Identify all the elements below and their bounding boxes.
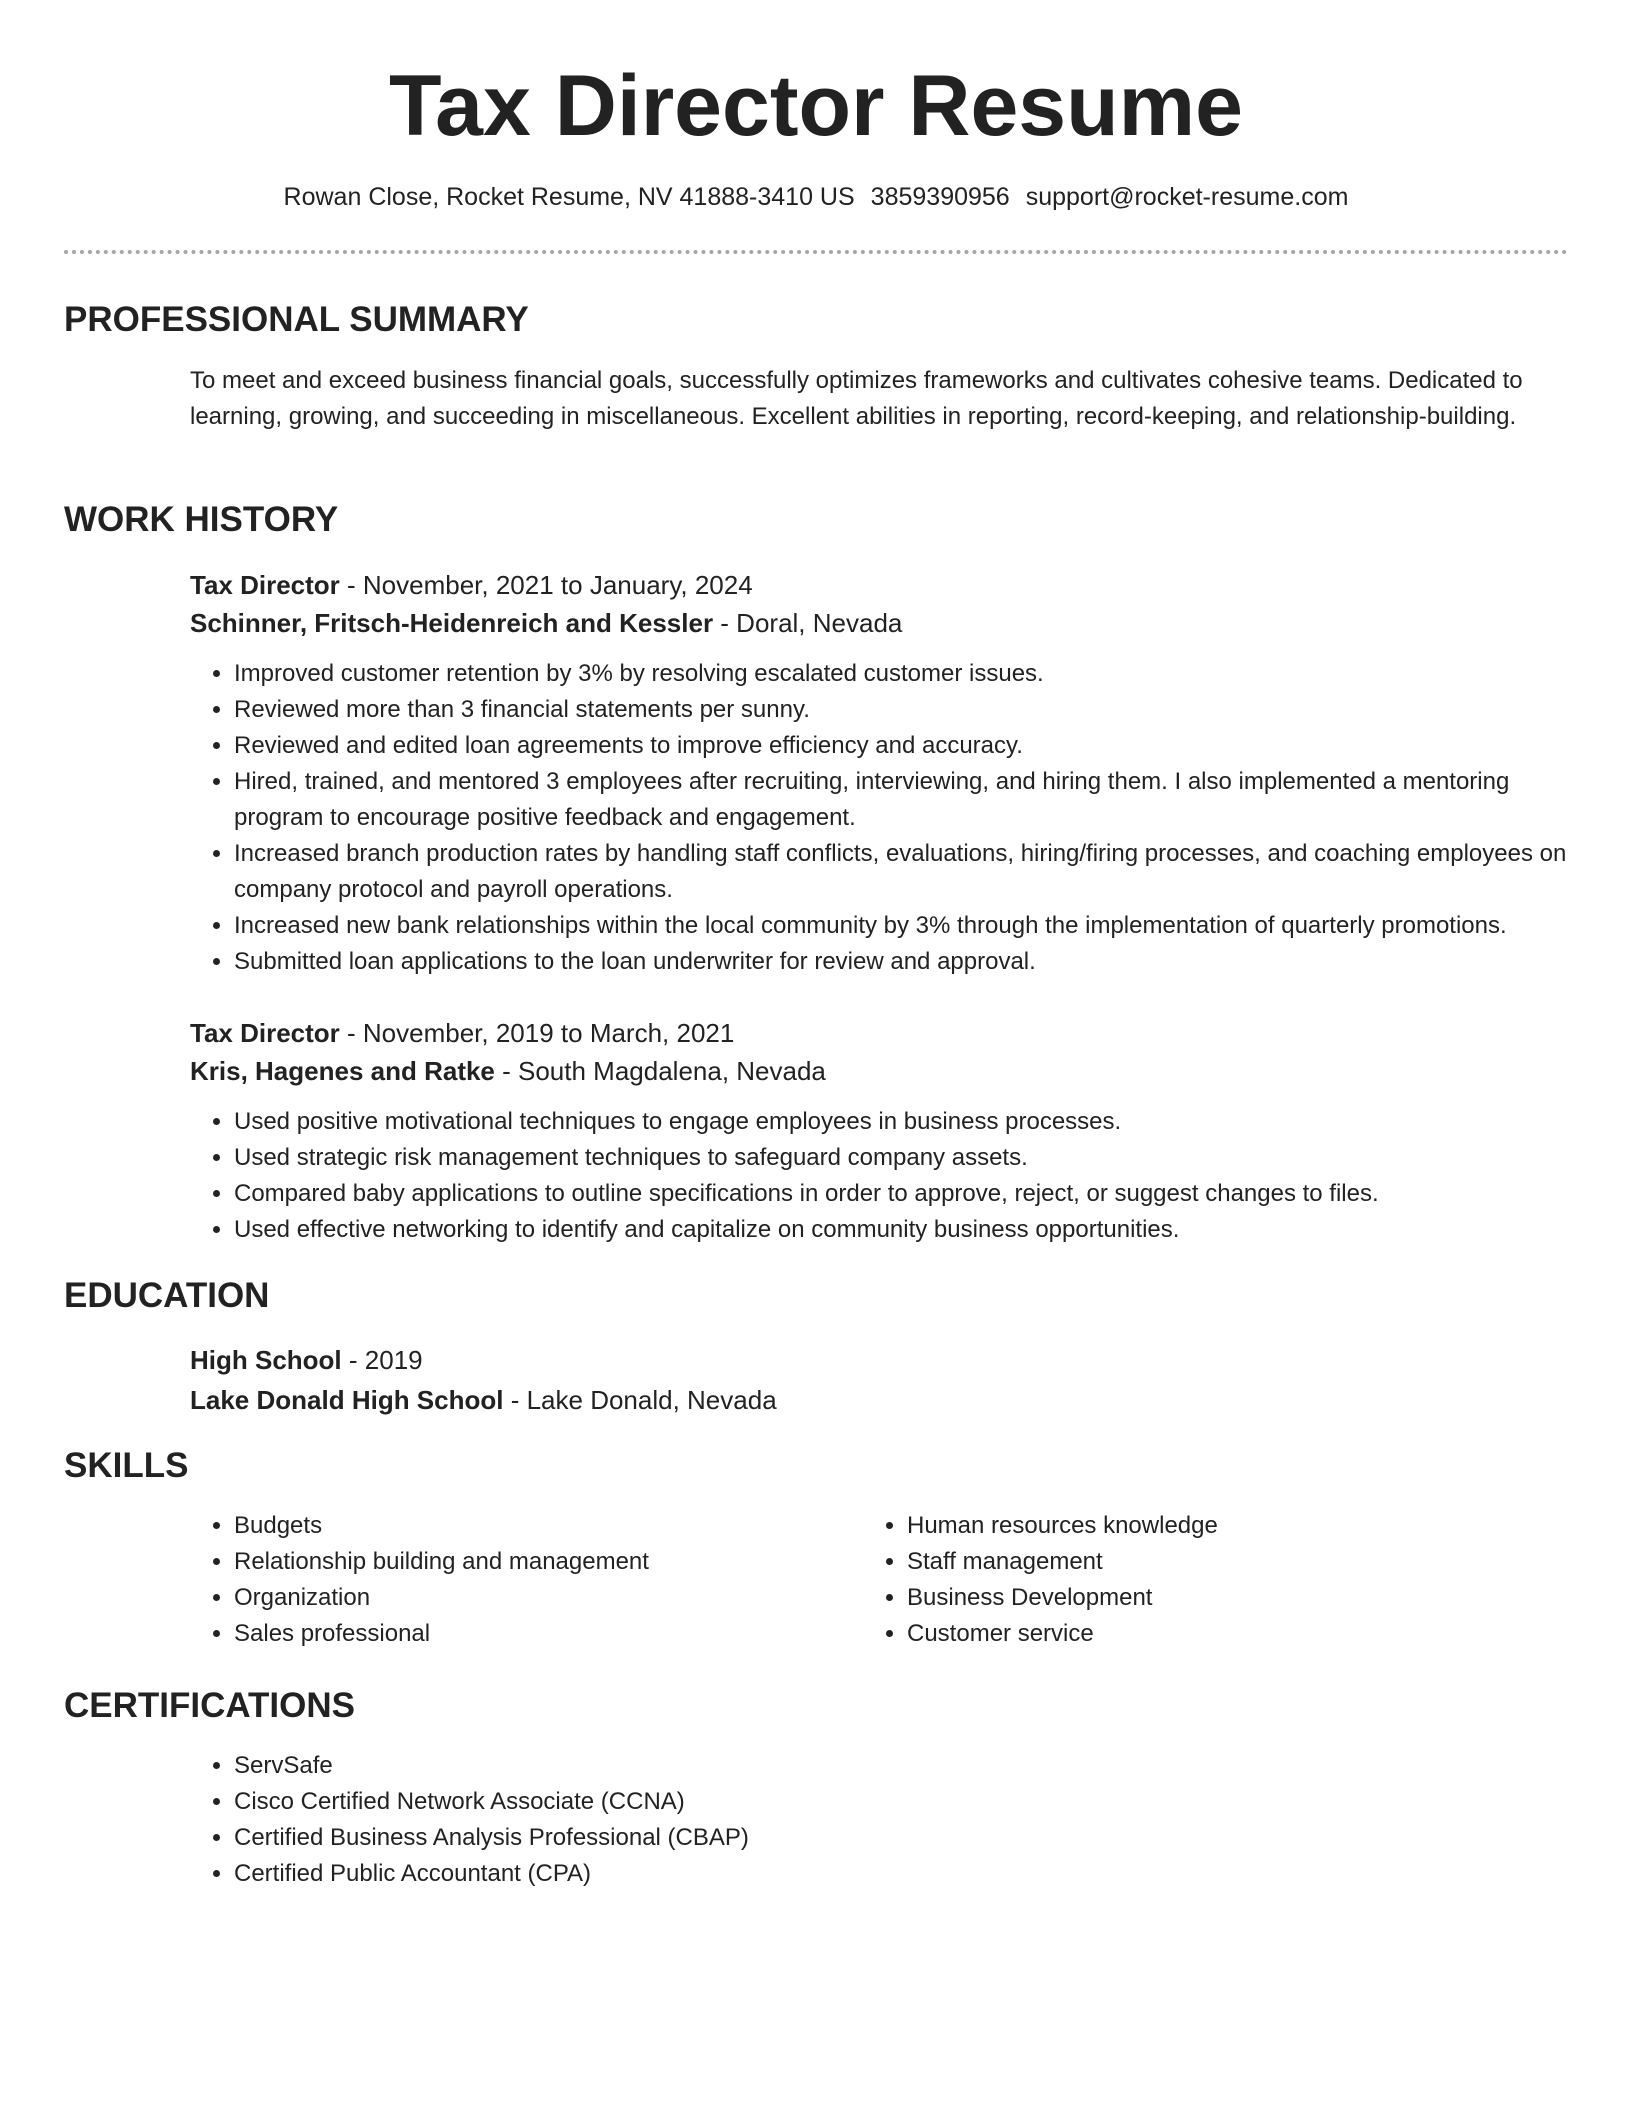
job-entry — [190, 566, 1570, 980]
list-item: • Certified Public Accountant (CPA) — [234, 1856, 1570, 1892]
skills-list — [190, 1508, 790, 1652]
list-item: • Used positive motivational techniques to engage employees in business processes. — [234, 1104, 1570, 1140]
contact-phone: 3859390956 — [870, 183, 1010, 211]
certifications-section — [190, 1748, 1570, 1892]
list-item: • Cisco Certified Network Associate (CCNA) — [234, 1784, 1570, 1820]
list-item: • Business Development — [907, 1580, 1463, 1616]
skills-column-left — [190, 1508, 790, 1652]
job-company: Schinner, Fritsch-Heidenreich and Kessler — [190, 608, 714, 638]
list-item: • Relationship building and management — [234, 1544, 790, 1580]
list-item: • ServSafe — [234, 1748, 1570, 1784]
list-item: • Increased new bank relationships within the local community by 3% through the implementation of quarterly promotions. — [234, 908, 1570, 944]
contact-line — [0, 180, 1632, 214]
education-degree-line — [190, 1340, 1570, 1380]
list-item: • Customer service — [907, 1616, 1463, 1652]
job-entry — [190, 1014, 1570, 1248]
education-location: - Lake Donald, Nevada — [503, 1385, 777, 1415]
work-history-heading: WORK HISTORY — [64, 500, 339, 539]
summary-heading: PROFESSIONAL SUMMARY — [64, 300, 529, 339]
job-dates: - November, 2019 to March, 2021 — [339, 1018, 735, 1048]
list-item: • Human resources knowledge — [907, 1508, 1463, 1544]
list-item: • Improved customer retention by 3% by resolving escalated customer issues. — [234, 656, 1570, 692]
list-item: • Sales professional — [234, 1616, 790, 1652]
summary-text: To meet and exceed business financial goals, successfully optimizes frameworks and cultivates cohesive teams. Dedicated to learning, growing, and succeeding in miscellaneous. Excellent abilities in reporting, record-keeping, and relationship-building. — [190, 367, 1523, 430]
job-company-line — [190, 1052, 1570, 1090]
education-heading: EDUCATION — [64, 1276, 270, 1315]
list-item: • Certified Business Analysis Professional (CBAP) — [234, 1820, 1570, 1856]
job-company-line — [190, 604, 1570, 642]
job-location: - Doral, Nevada — [713, 608, 903, 638]
job-role-line — [190, 566, 1570, 604]
list-item: • Submitted loan applications to the loan underwriter for review and approval. — [234, 944, 1570, 980]
list-item: • Used effective networking to identify and capitalize on community business opportunities. — [234, 1212, 1570, 1248]
list-item: • Compared baby applications to outline specifications in order to approve, reject, or suggest changes to files. — [234, 1176, 1570, 1212]
job-location: - South Magdalena, Nevada — [494, 1056, 826, 1086]
list-item: • Staff management — [907, 1544, 1463, 1580]
list-item: • Reviewed more than 3 financial statements per sunny. — [234, 692, 1570, 728]
certifications-heading: CERTIFICATIONS — [64, 1686, 356, 1725]
job-company: Kris, Hagenes and Ratke — [190, 1056, 495, 1086]
education-school-line — [190, 1380, 1570, 1420]
list-item: • Organization — [234, 1580, 790, 1616]
summary-section — [190, 363, 1570, 435]
certifications-list — [190, 1748, 1570, 1892]
contact-email: support@rocket-resume.com — [1025, 183, 1349, 211]
education-degree: High School — [190, 1345, 342, 1375]
job-role: Tax Director — [190, 1018, 340, 1048]
list-item: • Budgets — [234, 1508, 790, 1544]
skills-column-right — [863, 1508, 1463, 1652]
contact-address: Rowan Close, Rocket Resume, NV 41888-3410 US — [283, 183, 855, 211]
education-school: Lake Donald High School — [190, 1385, 504, 1415]
header-divider — [64, 250, 1568, 254]
job-bullets — [190, 656, 1570, 980]
skills-list — [863, 1508, 1463, 1652]
skills-heading: SKILLS — [64, 1446, 189, 1485]
list-item: • Increased branch production rates by handling staff conflicts, evaluations, hiring/firing processes, and coaching employees on company protocol and payroll operations. — [234, 836, 1570, 908]
education-year: - 2019 — [341, 1345, 423, 1375]
list-item: • Reviewed and edited loan agreements to improve efficiency and accuracy. — [234, 728, 1570, 764]
job-bullets — [190, 1104, 1570, 1248]
job-role-line — [190, 1014, 1570, 1052]
list-item: • Used strategic risk management techniques to safeguard company assets. — [234, 1140, 1570, 1176]
job-dates: - November, 2021 to January, 2024 — [339, 570, 753, 600]
job-role: Tax Director — [190, 570, 340, 600]
resume-title: Tax Director Resume — [389, 58, 1243, 154]
list-item: • Hired, trained, and mentored 3 employees after recruiting, interviewing, and hiring them. I also implemented a mentoring program to encourage positive feedback and engagement. — [234, 764, 1570, 836]
education-entry — [190, 1340, 1570, 1420]
